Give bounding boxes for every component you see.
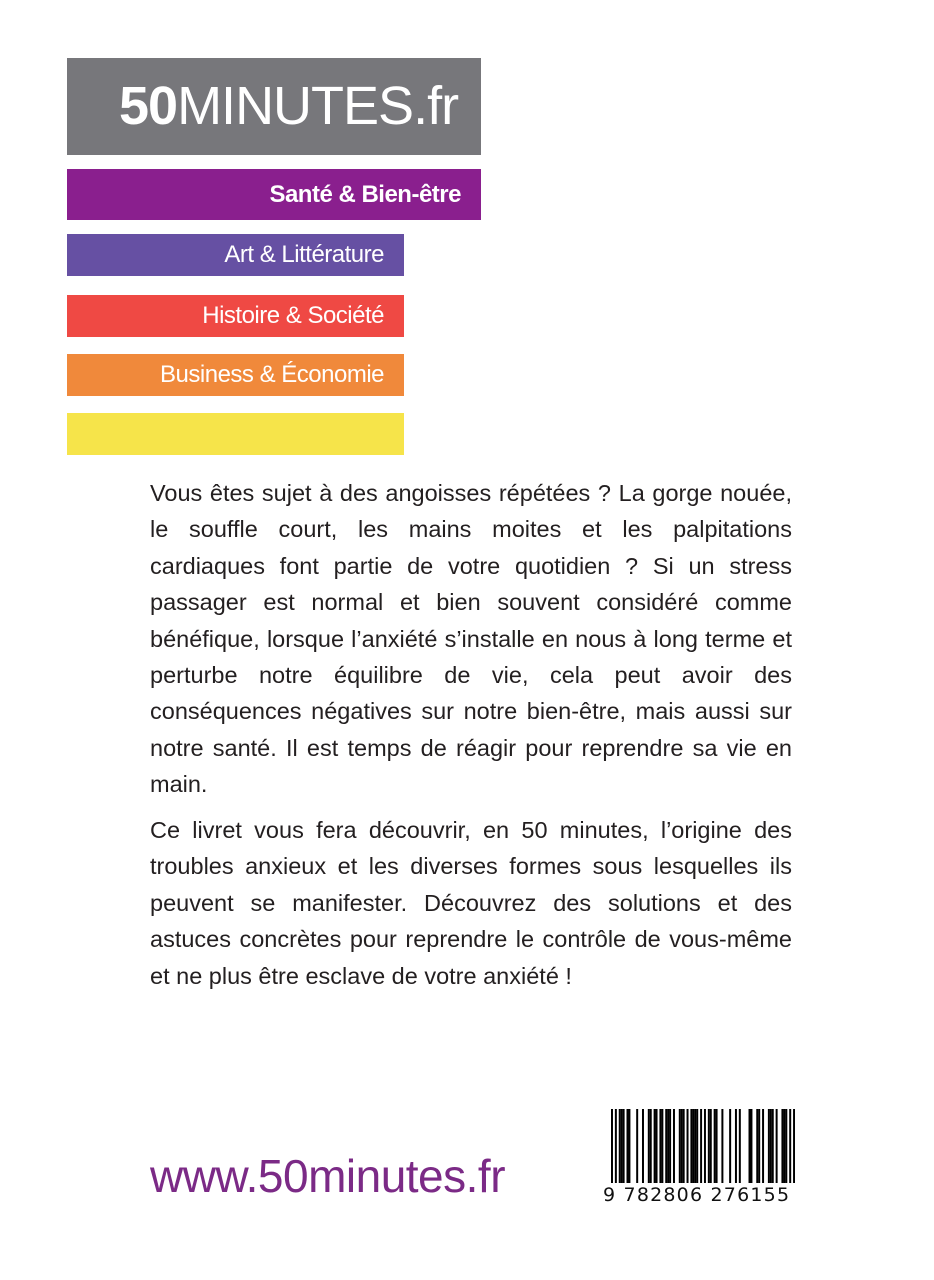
barcode-bar	[659, 1109, 661, 1183]
description-paragraph-2: Ce livret vous fera découvrir, en 50 minutes, l’origine des troubles anxieux et les diverses formes sous lesquelles ils peuvent se manifester. Découvrez des solutions et des astuces concrètes pour reprendre le contrôle de vous-même et ne plus être esclave de votre anxiété !	[150, 817, 792, 989]
barcode-bar	[654, 1109, 656, 1183]
barcode-bar	[756, 1109, 758, 1183]
barcode-bar	[781, 1109, 783, 1183]
barcode-bar	[650, 1109, 652, 1183]
barcode-bars	[611, 1109, 795, 1183]
barcode-bar	[679, 1109, 681, 1183]
barcode-bar	[656, 1109, 658, 1183]
barcode-bar	[673, 1109, 675, 1183]
barcode-bar	[681, 1109, 683, 1183]
category-art	[67, 234, 404, 276]
barcode-bar	[628, 1109, 630, 1183]
brand-bold-part: 50	[119, 76, 178, 136]
barcode-bar	[739, 1109, 741, 1183]
barcode-bar	[690, 1109, 692, 1183]
barcode-bar	[749, 1109, 751, 1183]
barcode-bar	[696, 1109, 698, 1183]
barcode-bar	[716, 1109, 718, 1183]
barcode-bar	[619, 1109, 621, 1183]
barcode-bar	[710, 1109, 712, 1183]
barcode-bar	[623, 1109, 625, 1183]
barcode-bar	[642, 1109, 644, 1183]
barcode-bar	[770, 1109, 772, 1183]
barcode-bar	[648, 1109, 650, 1183]
brand-wordmark	[119, 76, 458, 136]
barcode-bar	[636, 1109, 638, 1183]
category-history-label: Histoire & Société	[202, 302, 384, 329]
barcode-bar	[789, 1109, 791, 1183]
barcode-bar	[758, 1109, 760, 1183]
category-business	[67, 354, 404, 396]
barcode-bar	[714, 1109, 716, 1183]
website-url: www.50minutes.fr	[150, 1150, 506, 1202]
barcode-bar	[729, 1109, 731, 1183]
barcode-bar	[626, 1109, 628, 1183]
barcode-bar	[615, 1109, 617, 1183]
category-health	[67, 169, 481, 220]
barcode-bar	[665, 1109, 667, 1183]
brand-light-part: MINUTES.fr	[177, 76, 459, 136]
barcode-bar	[700, 1109, 702, 1183]
barcode-bar	[735, 1109, 737, 1183]
category-art-label: Art & Littérature	[224, 241, 384, 268]
isbn-barcode	[603, 1109, 795, 1211]
barcode-bar	[692, 1109, 694, 1183]
barcode-bar	[721, 1109, 723, 1183]
barcode-digits: 9 782806 276155	[603, 1184, 791, 1206]
barcode-bar	[793, 1109, 795, 1183]
barcode-bar	[772, 1109, 774, 1183]
description-paragraph-1: Vous êtes sujet à des angoisses répétées ? La gorge nouée, le souffle court, les mains moites et les palpitations cardiaques font partie de votre quotidien ? Si un stress passager est normal et bien souvent considéré comme bénéfique, lorsque l’anxiété s’installe en nous à long terme et perturbe notre équilibre de vie, cela peut avoir des conséquences négatives sur notre bien-être, mais aussi sur notre santé. Il est temps de réagir pour reprendre sa vie en main.	[150, 480, 792, 798]
category-yellow-band	[67, 413, 404, 455]
barcode-bar	[621, 1109, 623, 1183]
barcode-bar	[669, 1109, 671, 1183]
barcode-bar	[783, 1109, 785, 1183]
category-business-label: Business & Économie	[160, 361, 384, 388]
barcode-bar	[611, 1109, 613, 1183]
barcode-bar	[661, 1109, 663, 1183]
barcode-bar	[708, 1109, 710, 1183]
category-health-label: Santé & Bien-être	[269, 180, 461, 208]
barcode-bar	[750, 1109, 752, 1183]
barcode-bar	[776, 1109, 778, 1183]
barcode-bar	[687, 1109, 689, 1183]
barcode-bar	[683, 1109, 685, 1183]
barcode-bar	[768, 1109, 770, 1183]
barcode-bar	[694, 1109, 696, 1183]
brand-logo	[67, 58, 481, 155]
category-history	[67, 295, 404, 337]
barcode-bar	[704, 1109, 706, 1183]
barcode-bar	[762, 1109, 764, 1183]
barcode-bar	[785, 1109, 787, 1183]
barcode-bar	[667, 1109, 669, 1183]
